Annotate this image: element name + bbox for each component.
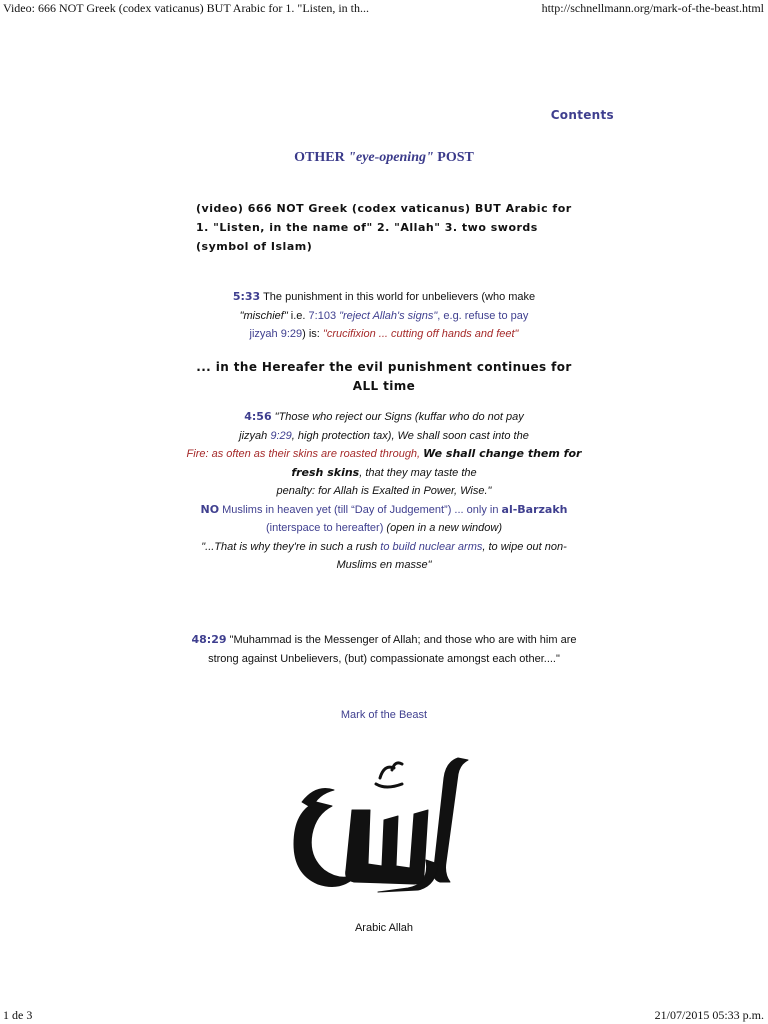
verse-4-56-q5: penalty: for Allah is Exalted in Power, Wise." — [276, 485, 492, 497]
contents-link[interactable]: Contents — [550, 108, 614, 122]
reject-signs-link[interactable]: "reject Allah's signs" — [336, 309, 438, 322]
verse-5-33-ie: i.e. — [287, 309, 309, 322]
other-post-prefix: OTHER — [294, 150, 349, 165]
verse-48-29 — [184, 631, 584, 668]
verse-ref-48-29[interactable]: 48:29 — [191, 633, 227, 646]
fire-quote: Fire: as often as their skins are roasted through, — [186, 448, 424, 460]
other-post-quoted: "eye-opening" — [348, 150, 434, 165]
crucifixion-quote: "crucifixion ... cutting off hands and feet" — [322, 328, 519, 340]
image-caption: Arabic Allah — [354, 922, 414, 934]
verse-ref-5-33[interactable]: 5:33 — [232, 290, 261, 303]
print-header-title: Video: 666 NOT Greek (codex vaticanus) BUT Arabic for 1. "Listen, in th... — [3, 1, 369, 15]
nuclear-arms-link[interactable]: to build nuclear arms — [380, 540, 483, 553]
muslims-heaven-link[interactable]: Muslims in heaven yet (till “Day of Judgement”) ... only in — [219, 503, 502, 516]
video-title: (video) 666 NOT Greek (codex vaticanus) BUT Arabic for 1. "Listen, in the name of" 2. "Allah" 3. two swords (symbol of Islam) — [196, 202, 572, 253]
hereafter-heading: ... in the Hereafer the evil punishment continues for ALL time — [196, 360, 572, 393]
open-new-window-note: (open in a new window) — [383, 522, 502, 534]
verse-5-33-is: ) is: — [302, 328, 323, 340]
refuse-to-pay-link[interactable]: , e.g. refuse to pay — [437, 309, 529, 322]
verse-5-33 — [184, 288, 584, 344]
verse-ref-9-29[interactable]: 9:29 — [270, 429, 292, 442]
no-label: NO — [200, 502, 220, 516]
other-post-heading — [0, 150, 768, 166]
verse-ref-7-103[interactable]: 7:103 — [308, 309, 337, 322]
print-header — [0, 1, 768, 17]
verse-4-56-q4: , that they may taste the — [359, 466, 477, 479]
fresh-skins-bold: We shall change them for fresh skins — [291, 447, 582, 479]
mark-of-the-beast-link[interactable]: Mark of the Beast — [340, 709, 428, 721]
interspace-link[interactable]: (interspace to hereafter) — [265, 522, 384, 534]
rush-quote-end: , to wipe out non-Muslims en masse" — [336, 540, 567, 571]
verse-4-56-q1: "Those who reject our Signs (kuffar who do not pay — [271, 411, 524, 423]
mischief-quote: "mischief" — [239, 309, 288, 322]
print-footer — [0, 1008, 768, 1024]
verse-4-56-q2b: , high protection tax), We shall soon cast into the — [291, 429, 529, 442]
print-header-url: http://schnellmann.org/mark-of-the-beast.html — [541, 1, 764, 15]
jizyah-9-29-link[interactable]: jizyah 9:29 — [249, 328, 303, 340]
verse-5-33-text1: The punishment in this world for unbelievers (who make — [260, 291, 536, 303]
arabic-allah-calligraphy-image — [280, 740, 490, 910]
page-number: 1 de 3 — [3, 1008, 33, 1022]
verse-ref-4-56[interactable]: 4:56 — [244, 410, 272, 423]
mark-of-the-beast-link-wrap — [0, 709, 768, 721]
print-datetime: 21/07/2015 05:33 p.m. — [654, 1008, 764, 1022]
rush-quote-start: "...That is why they're in such a rush — [201, 540, 381, 553]
verse-4-56 — [184, 408, 584, 575]
verse-4-56-q2a: jizyah — [239, 429, 271, 442]
verse-48-29-text: "Muhammad is the Messenger of Allah; and those who are with him are strong against Unbelievers, (but) compassionate amongst each other...." — [208, 634, 577, 665]
al-barzakh-link[interactable]: al-Barzakh — [501, 502, 568, 516]
other-post-suffix: POST — [433, 150, 474, 165]
